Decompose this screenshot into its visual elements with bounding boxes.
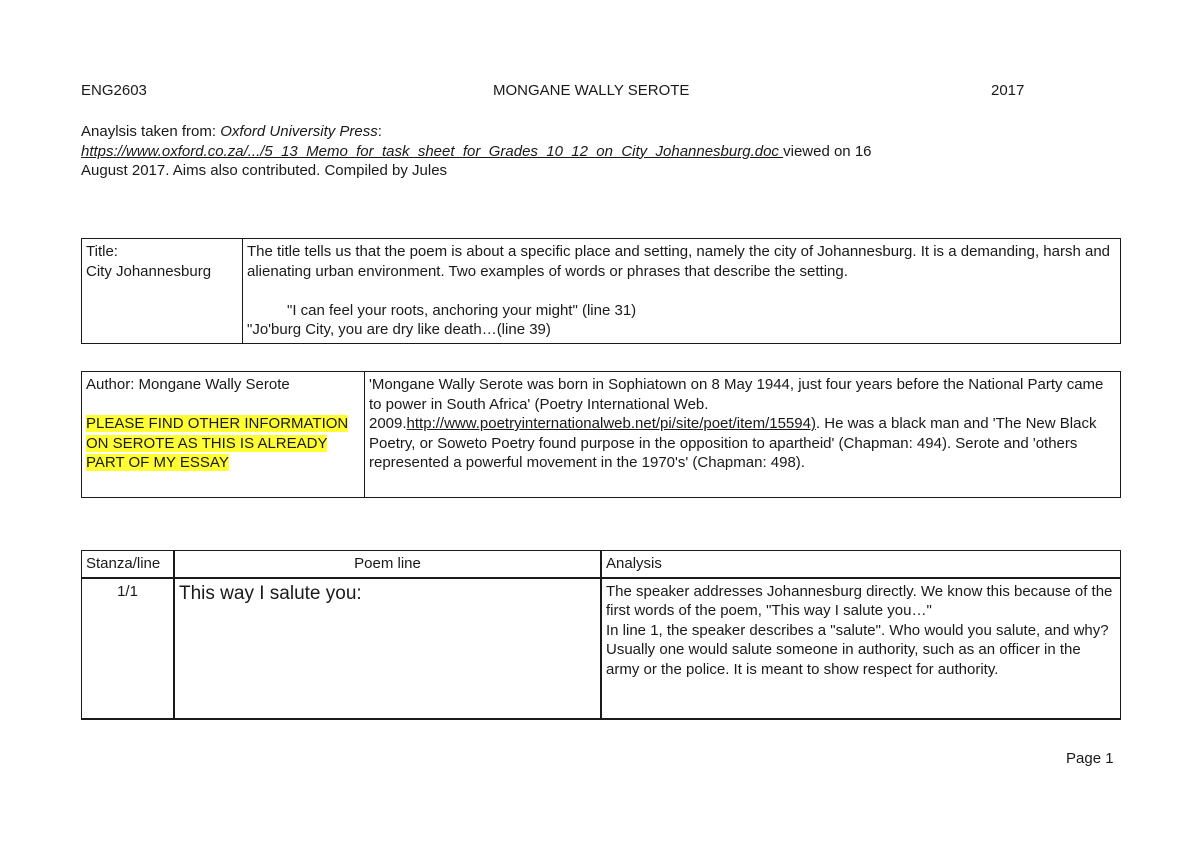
author-label-cell — [82, 372, 365, 498]
header-poem-line: Poem line — [174, 551, 601, 578]
analysis-cell — [601, 578, 1121, 719]
source-publisher: Oxford University Press — [220, 123, 378, 140]
author-bio-part2: . He was a black man and 'The New Black Poetry, or Soweto Poetry found purpose in the opposition to apartheid' (Chapman: 494). Serote and 'others represented a powerful movement in the 1970's' (Chapman: 498). — [369, 415, 1097, 471]
title-quote-2: "Jo'burg City, you are dry like death…(line 39) — [247, 321, 551, 338]
title-description: The title tells us that the poem is about a specific place and setting, namely the city of Johannesburg. It is a demanding, harsh and alienating urban environment. Two examples of words or phrases that describe the setting. — [247, 243, 1111, 280]
highlighted-note: PLEASE FIND OTHER INFORMATION ON SEROTE AS THIS IS ALREADY PART OF MY ESSAY — [86, 415, 349, 471]
document-year: 2017 — [991, 82, 1025, 99]
table-row — [82, 578, 1121, 719]
title-label: Title: — [86, 243, 118, 260]
poem-name: City Johannesburg — [86, 262, 212, 280]
title-quote-1: "I can feel your roots, anchoring your might" (line 31) — [287, 301, 637, 319]
poetry-international-link[interactable]: http://www.poetryinternationalweb.net/pi/site/poet/item/15594) — [406, 415, 816, 432]
author-table — [81, 371, 1121, 498]
source-line3: August 2017. Aims also contributed. Compiled by Jules — [81, 162, 448, 179]
source-citation — [81, 122, 1021, 181]
course-code: ENG2603 — [81, 82, 147, 99]
header-analysis: Analysis — [601, 551, 1121, 578]
title-description-cell — [243, 239, 1121, 344]
author-label: Author: Mongane Wally Serote — [86, 376, 290, 393]
source-prefix: Anaylsis taken from: — [81, 123, 221, 140]
source-viewed: viewed on 16 — [783, 142, 872, 160]
title-label-cell — [82, 239, 243, 344]
analysis-table — [81, 550, 1121, 720]
header-stanza: Stanza/line — [82, 551, 175, 578]
analysis-p2: In line 1, the speaker describes a "salute". Who would you salute, and why? — [606, 621, 1109, 639]
source-colon: : — [377, 123, 382, 140]
stanza-cell: 1/1 — [82, 578, 175, 719]
analysis-p3: Usually one would salute someone in authority, such as an officer in the army or the police. It is meant to show respect for authority. — [606, 641, 1081, 678]
poem-line-cell: This way I salute you: — [174, 578, 601, 719]
author-bio-part1: 'Mongane Wally Serote was born in Sophiatown on 8 May 1944, just four years before the National Party came to power in South Africa' (Poetry International Web. 2009. — [369, 376, 1104, 432]
analysis-p1: The speaker addresses Johannesburg directly. We know this because of the first words of the poem, "This way I salute you…" — [606, 582, 1113, 619]
source-url-link[interactable]: https://www.oxford.co.za/.../5_13_Memo_for_task_sheet_for_Grades_10_12_on_City_Johannesburg.doc — [81, 142, 784, 160]
title-table — [81, 238, 1121, 344]
document-title: MONGANE WALLY SEROTE — [493, 82, 690, 99]
author-bio-cell — [365, 372, 1121, 498]
page-number: Page 1 — [1066, 750, 1114, 767]
